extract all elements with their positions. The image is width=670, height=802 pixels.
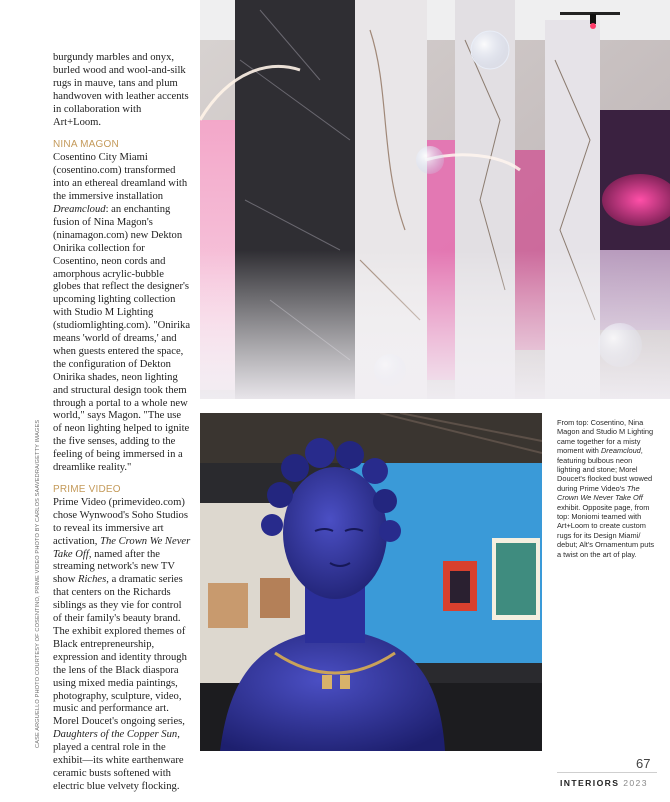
section-heading-nina-magon: NINA MAGON	[53, 139, 119, 151]
page-number: 67	[636, 756, 651, 771]
prime-video-paragraph: Prime Video (primevideo.com) chose Wynwood's Soho Studios to reveal its immersive art activation, The Crown We Never Take Off, named after the streaming network's new TV show Riches, a dramatic series that centers on the Richards siblings as they vie for control of their family's beauty brand. The exhibit explored themes of Black entrepreneurship, expression and identity through the lens of the Black diaspora using mixed media paintings, photography, sculpture, video, music and performance art. Morel Doucet's ongoing series, Daughters of the Copper Sun, played a central role in the exhibit—its white earthenware ceramic busts softened with electric blue velvety flocking.	[53, 496, 191, 792]
photo-credit: CASE ARGUELLO PHOTO COURTESY OF COSENTINO, PRIME VIDEO PHOTO BY CARLOS SAAVEDRA/GETTY IMAGES	[35, 419, 41, 748]
magazine-year: 2023	[623, 778, 648, 788]
section-heading-prime-video: PRIME VIDEO	[53, 484, 121, 495]
dreamcloud-installation-photo	[200, 0, 670, 399]
nina-magon-paragraph: Cosentino City Miami (cosentino.com) transformed into an ethereal dreamland with the immersive installation Dreamcloud: an enchanting fusion of Nina Magon's (ninamagon.com) new Dekton Onirika collection for Cosentino, neon cords and amorphous acrylic-bubble globes that reflect the designer's upcoming lighting collection with Studio M Lighting (studiomlighting.com). "Onirika means 'world of dreams,' and when guests entered the space, the configuration of Dekton Onirika shades, neon lighting and structural design took them through a portal to a whole new world," says Magon. "The use of neon lighting helped to ignite the five senses, adding to the feeling of being immersed in a dreamlike reality."	[53, 152, 191, 474]
article-column	[53, 52, 191, 794]
intro-paragraph: burgundy marbles and onyx, burled wood and wool-and-silk rugs in mauve, tans and plum handwoven with leather accents in collaboration with Art+Loom.	[53, 52, 189, 128]
magazine-footer	[560, 778, 648, 788]
magazine-name: INTERIORS	[560, 778, 620, 788]
blue-flocked-bust-photo	[200, 413, 542, 751]
photo-caption: From top: Cosentino, Nina Magon and Studio M Lighting came together for a misty moment with Dreamcloud, featuring bulbous neon lighting and stone; Morel Doucet's flocked bust wowed during Prime Video's The Crown We Never Take Off exhibit. Opposite page, from top: Moniomi teamed with Art+Loom to create custom rugs for its Design Miami/ debut; Alt's Ornamentum puts a twist on the art of play.	[557, 418, 655, 559]
footer-rule	[557, 772, 657, 773]
